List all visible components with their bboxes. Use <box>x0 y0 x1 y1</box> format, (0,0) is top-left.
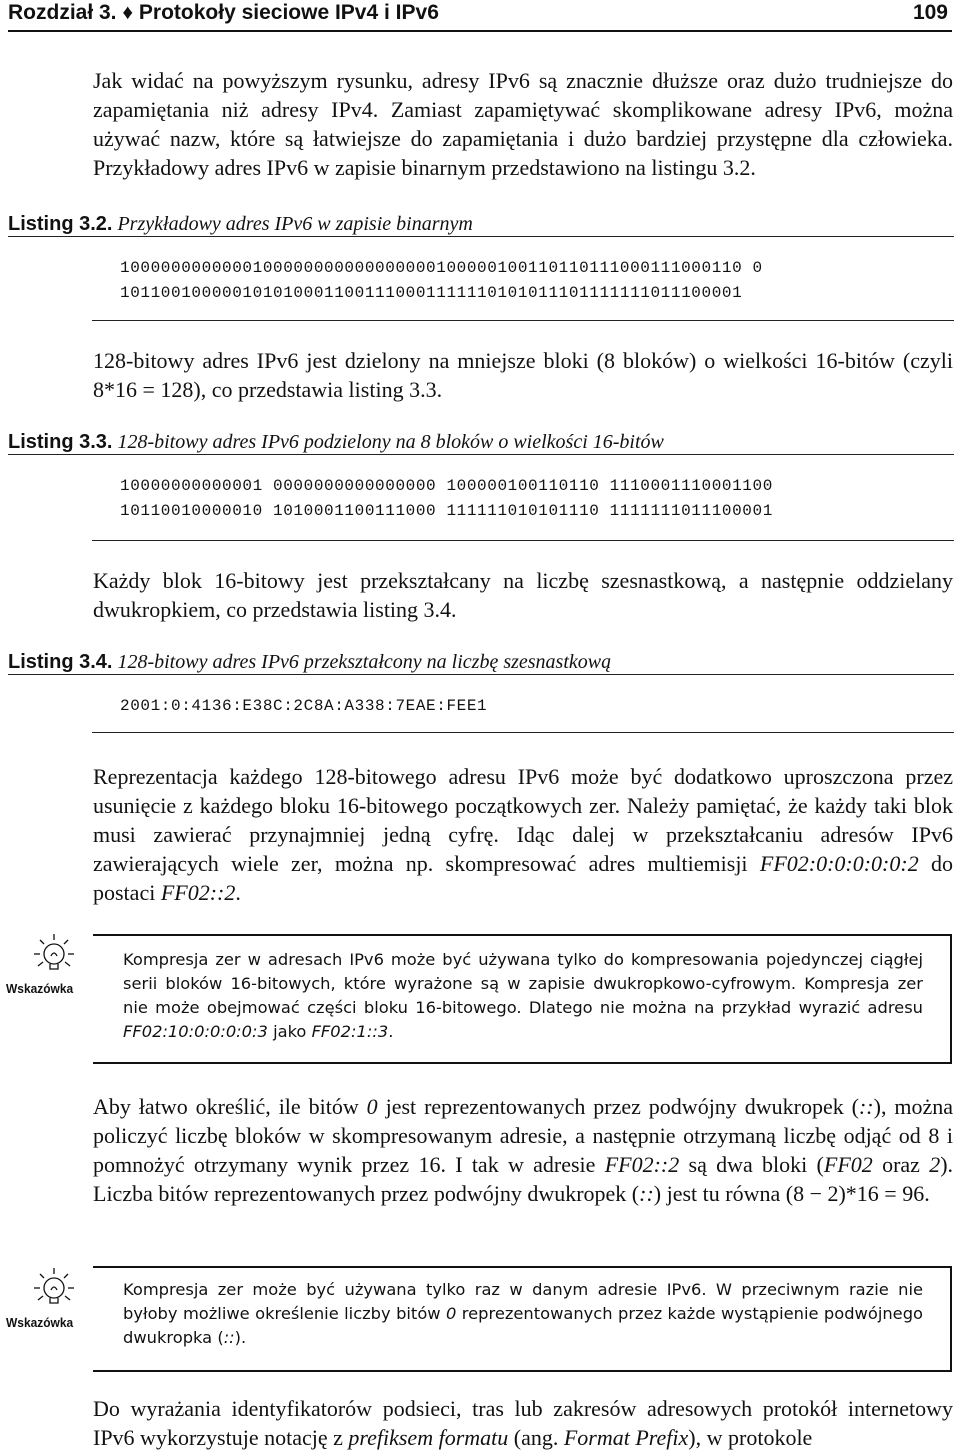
code-line: 10110010000010 1010001100111000 111111010101110 1111111011100001 <box>120 502 773 520</box>
text-run: ) jest tu równa (8 − 2)*16 = 96. <box>653 1181 930 1206</box>
code-line: 1011001000001010100011001110001111110101011101111111011100001 <box>120 284 743 302</box>
text-run: Aby łatwo określić, ile bitów <box>93 1094 359 1119</box>
tip-text <box>123 948 923 1044</box>
paragraph-double-colon <box>93 1092 953 1208</box>
listing-3-4-code <box>120 694 487 719</box>
tip-icon-2 <box>6 1262 92 1330</box>
address-full: FF02:0:0:0:0:0:2 <box>759 851 919 876</box>
listing-3-2-heading <box>8 212 954 237</box>
listing-label: Listing 3.3. <box>8 431 113 453</box>
listing-3-3-code <box>120 474 773 524</box>
listing-label: Listing 3.4. <box>8 651 113 673</box>
text-run: reprezentowanych przez każde wystąpienie podwójnego dwukropka ( <box>123 1304 923 1347</box>
term-prefix-en: Format Prefix <box>563 1425 689 1450</box>
paragraph-blocks: 128-bitowy adres IPv6 jest dzielony na mniejsze bloki (8 bloków) o wielkości 16-bitów (czyli 8*16 = 128), co przedstawia listing 3.3. <box>93 348 953 402</box>
text-run: . <box>388 1022 394 1041</box>
text-run: FF02 <box>823 1152 873 1177</box>
header-rule <box>8 30 952 32</box>
address-short: FF02::2 <box>160 880 236 905</box>
listing-3-2-code <box>120 256 763 306</box>
address-example: FF02:10:0:0:0:0:3 <box>123 1022 268 1041</box>
text-run: ). <box>234 1328 247 1347</box>
paragraph-intro: Jak widać na powyższym rysunku, adresy IPv6 są znacznie dłuższe oraz dużo trudniejsze do zapamiętania niż adresy IPv4. Zamiast zapamiętywać skomplikowane adresy IPv6, można używać nazw, które są łatwiejsze do zapamiętania i dużo bardziej przystępne dla człowieka. Przykładowy adres IPv6 w zapisie binarnym przedstawiono na listingu 3.2. <box>93 68 953 180</box>
listing-caption: Przykładowy adres IPv6 w zapisie binarnym <box>117 213 473 235</box>
text-run: 0 <box>446 1304 457 1323</box>
text-run: . <box>235 880 241 905</box>
text-run: Kompresja zer może być używana tylko raz w danym adresie IPv6. W przeciwnym razie nie byłoby możliwe określenie liczby bitów <box>123 1280 923 1323</box>
text-run: 2 <box>929 1152 941 1177</box>
text-run: Reprezentacja każdego 128-bitowego adresu IPv6 może być dodatkowo uproszczona przez usunięcie z każdego bloku 16-bitowego początkowych zer. Należy pamiętać, że każdy taki blok musi zawierać przynajmniej jedną cyfrę. Idąc dalej w przekształcaniu adresów IPv6 zawierających wiele zer, można np. skompresować adres multiemisji <box>93 764 953 876</box>
tip-box-1 <box>93 934 952 1064</box>
text-run: (ang. <box>513 1425 559 1450</box>
page-number: 109 <box>912 1 948 24</box>
text-run: ). Liczba bitów reprezentowanych przez podwójny dwukropek ( <box>93 1152 954 1206</box>
code-line: 1000000000000100000000000000000100000100110110111000111000110 0 <box>120 259 763 277</box>
listing-end-rule <box>92 320 954 321</box>
paragraph-compression <box>93 762 953 907</box>
listing-end-rule <box>92 540 954 541</box>
text-run: :: <box>858 1094 874 1119</box>
text-run: jako <box>273 1022 307 1041</box>
code-line: 2001:0:4136:E38C:2C8A:A338:7EAE:FEE1 <box>120 697 488 715</box>
paragraph-format-prefix <box>93 1394 953 1452</box>
address-example: FF02::2 <box>604 1152 680 1177</box>
tip-label: Wskazówka <box>6 981 74 996</box>
text-run: ), w protokole <box>688 1425 813 1450</box>
listing-end-rule <box>92 732 954 733</box>
term-prefix: prefiksem formatu <box>348 1425 509 1450</box>
text-run: jest reprezentowanych przez podwójny dwukropek ( <box>385 1094 859 1119</box>
text-run: 0 <box>366 1094 378 1119</box>
tip-text <box>123 1278 923 1350</box>
listing-caption: 128-bitowy adres IPv6 podzielony na 8 bloków o wielkości 16-bitów <box>117 431 664 453</box>
running-header-chapter: Rozdział 3. ♦ Protokoły sieciowe IPv4 i IPv6 <box>8 1 439 24</box>
text-run: do postaci <box>93 851 954 905</box>
lightbulb-icon <box>6 1262 86 1310</box>
text-run: są dwa bloki ( <box>688 1152 824 1177</box>
tip-label: Wskazówka <box>6 1315 74 1330</box>
text-run: Kompresja zer w adresach IPv6 może być używana tylko do kompresowania pojedynczej ciągłej serii bloków 16-bitowych, które wyrażone są w zapisie dwukropkowo-cyfrowym. Kompresja zer nie może obejmować części bloku 16-bitowego. Dlatego nie można na przykład wyrazić adresu <box>123 950 923 1017</box>
listing-3-3-heading <box>8 430 954 455</box>
listing-3-4-heading <box>8 650 954 675</box>
text-run: ), można policzyć liczbę bloków w skompresowanym adresie, a następnie otrzymaną liczbę odjąć od 8 i pomnożyć otrzymany wynik przez 16. I tak w adresie <box>93 1094 954 1177</box>
listing-caption: 128-bitowy adres IPv6 przekształcony na liczbę szesnastkową <box>117 651 612 673</box>
tip-icon-1 <box>6 928 92 996</box>
text-run: Do wyrażania identyfikatorów podsieci, tras lub zakresów adresowych protokół internetowy IPv6 wykorzystuje notację z <box>93 1396 953 1450</box>
text-run: oraz <box>882 1152 920 1177</box>
text-run: :: <box>223 1328 235 1347</box>
tip-box-2 <box>93 1266 952 1372</box>
paragraph-hex: Każdy blok 16-bitowy jest przekształcany na liczbę szesnastkową, a następnie oddzielany dwukropkiem, co przedstawia listing 3.4. <box>93 568 953 622</box>
listing-label: Listing 3.2. <box>8 213 113 235</box>
address-example: FF02:1::3 <box>311 1022 389 1041</box>
lightbulb-icon <box>6 928 86 976</box>
text-run: :: <box>639 1181 654 1206</box>
code-line: 10000000000001 0000000000000000 100000100110110 1110001110001100 <box>120 477 773 495</box>
